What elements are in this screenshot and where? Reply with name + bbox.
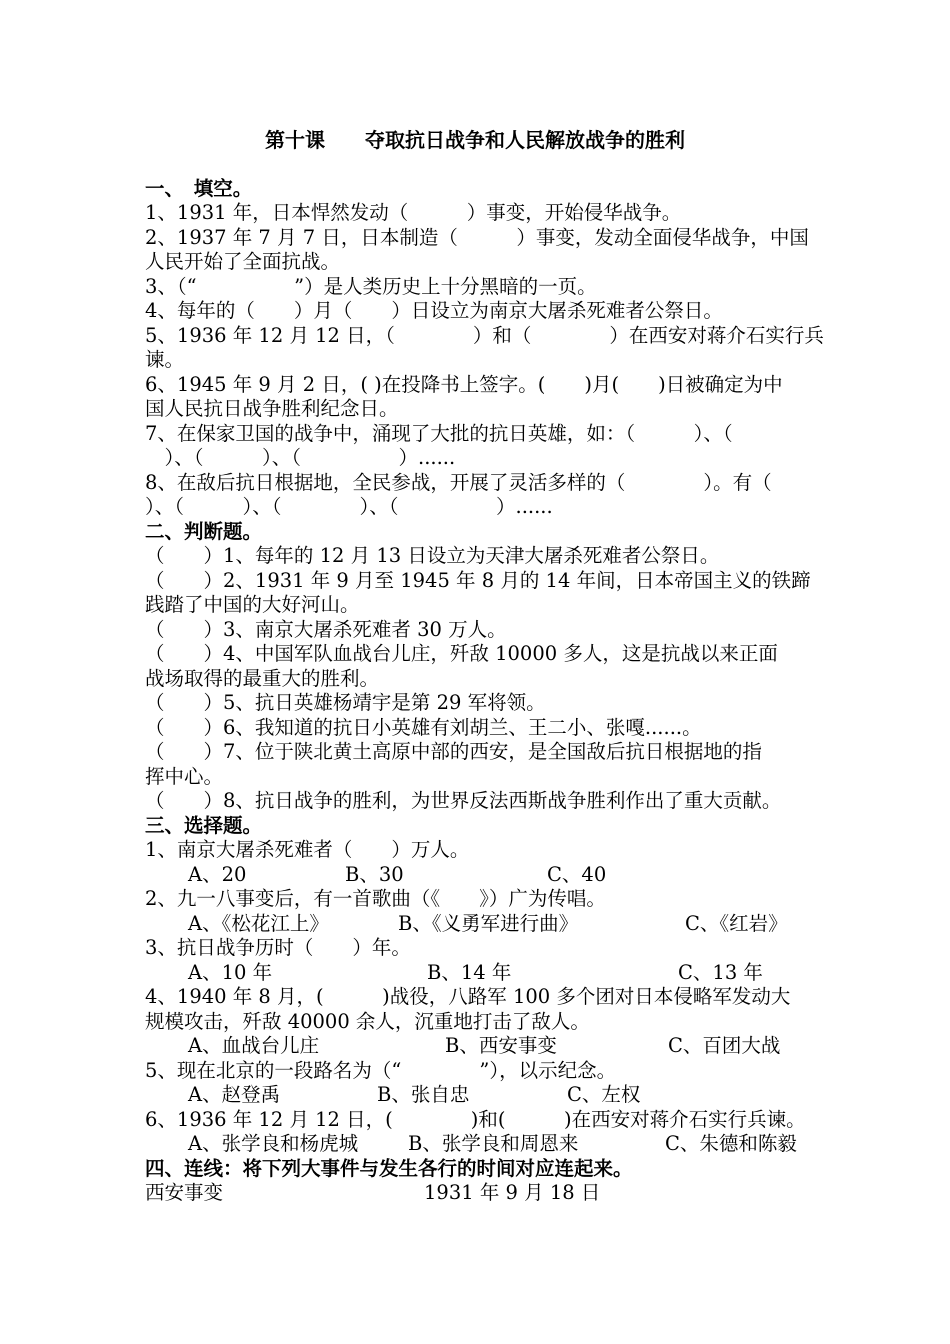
judge-line: （ ）6、我知道的抗日小英雄有刘胡兰、王二小、张嘎......。	[145, 716, 702, 739]
fill-line: 2、1937 年 7 月 7 日，日本制造（ ）事变，发动全面侵华战争，中国	[145, 226, 809, 249]
choice-option: B、张自忠	[377, 1083, 470, 1106]
section-choice-heading: 三、选择题。	[145, 814, 263, 837]
choice-option: B、西安事变	[445, 1034, 557, 1057]
choice-option: B、14 年	[427, 961, 512, 984]
judge-line: （ ）3、南京大屠杀死难者 30 万人。	[145, 618, 507, 641]
match-left-item: 西安事变	[145, 1181, 224, 1204]
choice-question: 6、1936 年 12 月 12 日，( )和( )在西安对蒋介石实行兵谏。	[145, 1108, 806, 1131]
judge-line: 挥中心。	[145, 765, 224, 788]
judge-line: （ ）8、抗日战争的胜利，为世界反法西斯战争胜利作出了重大贡献。	[145, 789, 782, 812]
choice-option: B、张学良和周恩来	[408, 1132, 579, 1155]
choice-option: C、40	[547, 863, 607, 886]
judge-line: （ ）7、位于陕北黄土高原中部的西安，是全国敌后抗日根据地的指	[145, 740, 762, 763]
judge-line: 战场取得的最重大的胜利。	[145, 667, 380, 690]
fill-line: 国人民抗日战争胜利纪念日。	[145, 397, 399, 420]
choice-option: A、张学良和杨虎城	[188, 1132, 359, 1155]
judge-line: （ ）4、中国军队血战台儿庄，歼敌 10000 多人，这是抗战以来正面	[145, 642, 778, 665]
choice-question: 5、现在北京的一段路名为（“ ”），以示纪念。	[145, 1059, 617, 1082]
choice-option: C、百团大战	[668, 1034, 781, 1057]
page-title: 第十课 夺取抗日战争和人民解放战争的胜利	[265, 128, 685, 152]
choice-option: A、《松花江上》	[188, 912, 329, 935]
choice-option: C、13 年	[678, 961, 763, 984]
judge-line: （ ）2、1931 年 9 月至 1945 年 8 月的 14 年间，日本帝国主义的铁蹄	[145, 569, 811, 592]
choice-question: 2、九一八事变后，有一首歌曲（《 》）广为传唱。	[145, 887, 606, 910]
choice-question: 规模攻击，歼敌 40000 余人，沉重地打击了敌人。	[145, 1010, 590, 1033]
fill-line: 人民开始了全面抗战。	[145, 250, 341, 273]
choice-question: 1、南京大屠杀死难者（ ）万人。	[145, 838, 470, 861]
judge-line: （ ）1、每年的 12 月 13 日设立为天津大屠杀死难者公祭日。	[145, 544, 720, 567]
fill-line: 3、（“ ”）是人类历史上十分黑暗的一页。	[145, 275, 597, 298]
choice-option: A、血战台儿庄	[188, 1034, 320, 1057]
match-right-item: 1931 年 9 月 18 日	[424, 1181, 601, 1204]
fill-line: ）、（ ）、（ ）、（ ）......	[145, 495, 553, 518]
choice-option: C、朱德和陈毅	[665, 1132, 797, 1155]
section-judge-heading: 二、判断题。	[145, 520, 263, 543]
choice-question: 4、1940 年 8 月，( )战役，八路军 100 多个团对日本侵略军发动大	[145, 985, 791, 1008]
choice-option: A、20	[188, 863, 247, 886]
section-fill-heading: 一、 填空。	[145, 177, 253, 200]
fill-line: 谏。	[145, 348, 185, 371]
fill-line: ）、（ ）、（ ）......	[145, 446, 456, 469]
judge-line: （ ）5、抗日英雄杨靖宇是第 29 军将领。	[145, 691, 546, 714]
choice-option: A、赵登禹	[188, 1083, 281, 1106]
fill-line: 8、在敌后抗日根据地，全民参战，开展了灵活多样的（ ）。有（	[145, 471, 772, 494]
choice-question: 3、抗日战争历时（ ）年。	[145, 936, 411, 959]
fill-line: 7、在保家卫国的战争中，涌现了大批的抗日英雄，如：（ ）、（	[145, 422, 733, 445]
choice-option: B、《义勇军进行曲》	[398, 912, 579, 935]
choice-option: B、30	[345, 863, 404, 886]
judge-line: 践踏了中国的大好河山。	[145, 593, 360, 616]
fill-line: 4、每年的（ ）月（ ）日设立为南京大屠杀死难者公祭日。	[145, 299, 723, 322]
section-match-heading: 四、连线：将下列大事件与发生各行的时间对应连起来。	[145, 1157, 633, 1180]
fill-line: 1、1931 年，日本悍然发动（ ）事变，开始侵华战争。	[145, 201, 682, 224]
fill-line: 5、1936 年 12 月 12 日，（ ）和（ ）在西安对蒋介石实行兵	[145, 324, 824, 347]
fill-line: 6、1945 年 9 月 2 日，( )在投降书上签字。( )月( )日被确定为中	[145, 373, 783, 396]
choice-option: C、《红岩》	[685, 912, 788, 935]
choice-option: C、左权	[567, 1083, 641, 1106]
choice-option: A、10 年	[188, 961, 273, 984]
